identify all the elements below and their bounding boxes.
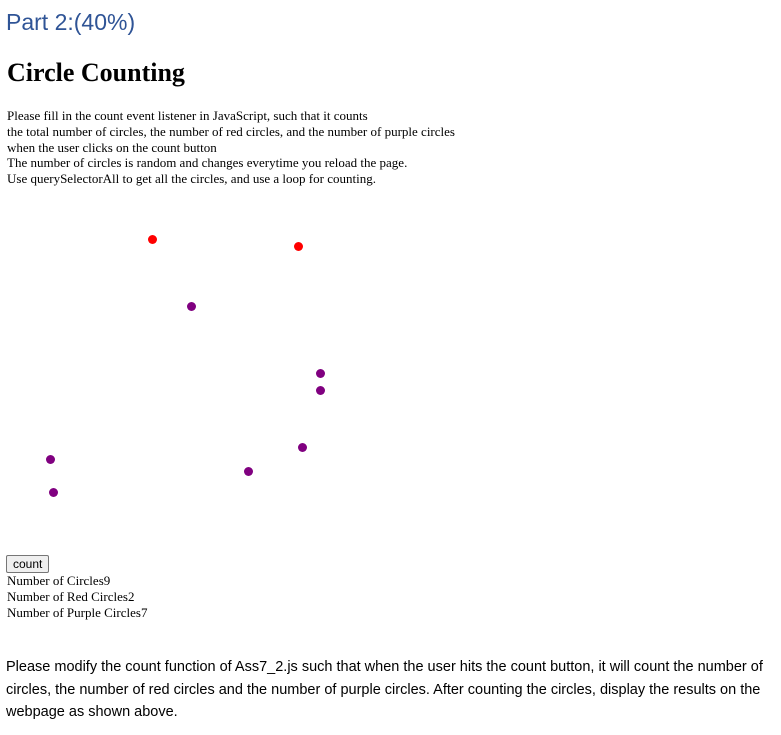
result-purple [7, 605, 147, 621]
count-button[interactable]: count [6, 555, 49, 573]
embedded-webpage [0, 56, 781, 636]
instruction-line: when the user clicks on the count button [7, 139, 217, 155]
instruction-line: Please fill in the count event listener in JavaScript, such that it counts [7, 108, 368, 123]
instruction-line: The number of circles is random and changes everytime you reload the page. [7, 155, 408, 171]
assignment-instructions: Please modify the count function of Ass7_2.js such that when the user hits the count button, it will count the number of circles, the number of red circles and the number of purple circles. After counting the circles, display the results on the webpage as shown above. [6, 659, 763, 720]
result-red-value: 2 [127, 589, 135, 604]
purple-circle [316, 369, 325, 378]
result-purple-label: Number of Purple Circles [7, 605, 141, 620]
part-heading: Part 2:(40%) [6, 9, 136, 35]
result-total-label: Number of Circles [7, 573, 104, 588]
red-circle [148, 235, 157, 244]
result-red-label: Number of Red Circles [7, 589, 128, 604]
purple-circle [298, 443, 307, 452]
purple-circle [49, 488, 58, 497]
instruction-line: Use querySelectorAll to get all the circles, and use a loop for counting. [7, 171, 376, 187]
result-purple-value: 7 [140, 605, 148, 620]
red-circle [294, 242, 303, 251]
circle-area [0, 56, 781, 636]
instruction-line: the total number of circles, the number of red circles, and the number of purple circles [7, 123, 455, 139]
results [7, 573, 147, 621]
page-title: Circle Counting [7, 58, 185, 87]
result-total [7, 573, 147, 589]
purple-circle [46, 455, 55, 464]
result-total-value: 9 [103, 573, 111, 588]
result-red [7, 589, 147, 605]
purple-circle [316, 386, 325, 395]
purple-circle [187, 302, 196, 311]
purple-circle [244, 467, 253, 476]
